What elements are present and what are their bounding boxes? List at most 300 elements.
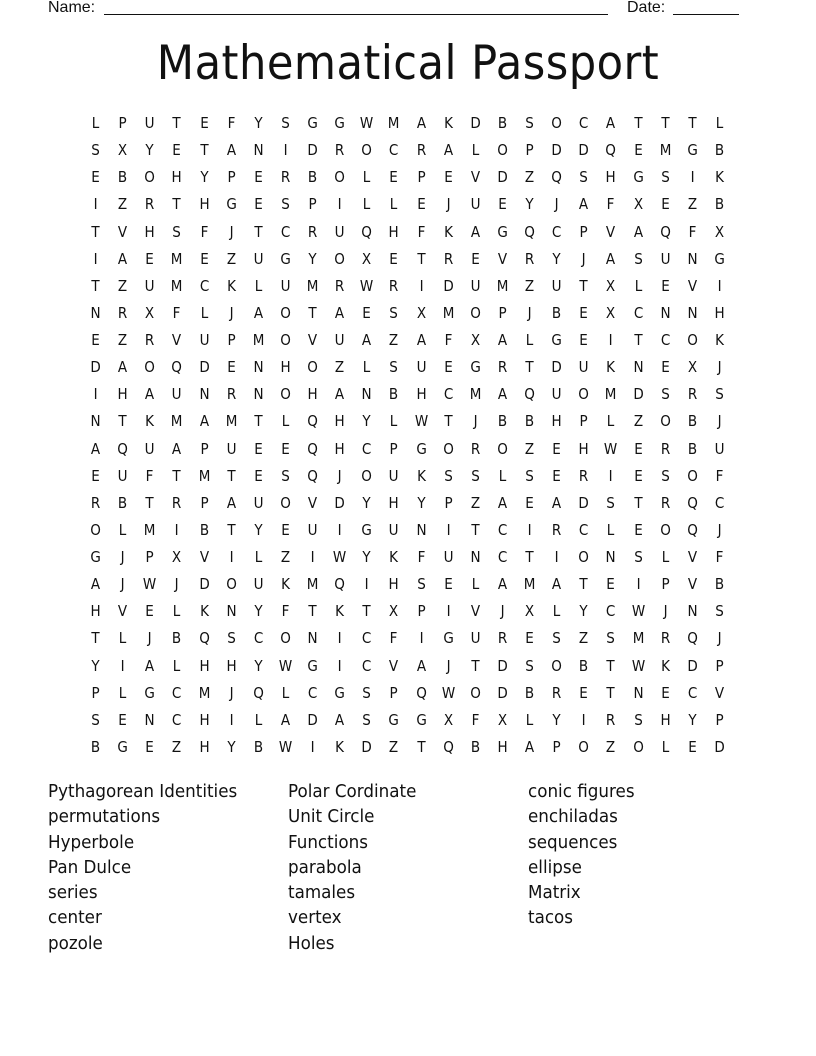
grid-letter[interactable]: I [229,548,234,566]
grid-letter[interactable]: R [145,195,155,214]
grid-letter[interactable]: E [281,520,290,539]
grid-letter[interactable]: T [525,548,534,566]
grid-letter[interactable]: A [253,303,263,322]
grid-letter[interactable]: Z [633,412,643,431]
grid-letter[interactable]: Y [362,493,371,512]
grid-letter[interactable]: M [143,520,156,539]
grid-letter[interactable]: O [659,412,671,431]
grid-letter[interactable]: C [362,439,372,458]
grid-letter[interactable]: V [470,168,480,187]
grid-letter[interactable]: Y [145,141,154,160]
grid-letter[interactable]: I [310,548,315,566]
grid-letter[interactable]: E [633,466,643,485]
grid-letter[interactable]: L [715,114,724,132]
grid-letter[interactable]: L [254,710,263,729]
grid-letter[interactable]: L [254,276,263,295]
grid-letter[interactable]: H [307,385,318,404]
grid-letter[interactable]: P [416,168,426,187]
grid-letter[interactable]: D [578,141,590,160]
grid-letter[interactable]: E [145,602,155,621]
grid-letter[interactable]: N [307,629,318,648]
grid-letter[interactable]: N [633,683,644,702]
grid-letter[interactable]: S [362,683,372,702]
grid-letter[interactable]: F [281,602,290,621]
grid-letter[interactable]: Z [524,276,535,295]
grid-letter[interactable]: L [363,195,371,214]
grid-letter[interactable]: F [200,222,208,241]
grid-letter[interactable]: F [417,548,425,566]
grid-letter[interactable]: V [687,575,697,594]
grid-letter[interactable]: A [606,249,616,268]
grid-letter[interactable]: U [253,575,264,594]
grid-letter[interactable]: T [579,575,588,594]
grid-letter[interactable]: N [361,385,372,404]
grid-letter[interactable]: P [227,331,236,349]
grid-letter[interactable]: L [363,168,371,187]
grid-letter[interactable]: M [659,141,672,160]
grid-letter[interactable]: T [91,629,100,648]
grid-letter[interactable]: Z [524,439,535,458]
grid-letter[interactable]: A [172,439,182,458]
grid-letter[interactable]: O [334,168,346,187]
grid-letter[interactable]: X [172,548,182,566]
grid-letter[interactable]: X [633,195,643,214]
grid-letter[interactable]: N [687,602,698,621]
grid-letter[interactable]: Z [606,737,616,756]
grid-letter[interactable]: T [416,737,426,756]
grid-letter[interactable]: R [226,385,236,404]
grid-letter[interactable]: Z [687,195,697,214]
grid-letter[interactable]: O [334,249,346,268]
grid-letter[interactable]: I [337,656,342,675]
grid-letter[interactable]: B [579,656,589,675]
grid-letter[interactable]: A [633,222,643,241]
grid-letter[interactable]: R [145,331,155,349]
grid-letter[interactable]: D [578,493,590,512]
word-search-grid[interactable] [82,110,733,761]
grid-letter[interactable]: U [334,222,345,241]
grid-letter[interactable]: B [552,303,562,322]
grid-letter[interactable]: C [253,629,264,648]
grid-letter[interactable]: K [443,114,453,132]
grid-letter[interactable]: T [254,412,263,431]
grid-letter[interactable]: Z [280,548,291,566]
grid-letter[interactable]: S [660,385,670,404]
grid-letter[interactable]: E [525,493,534,512]
grid-letter[interactable]: I [608,466,613,485]
grid-letter[interactable]: R [90,493,101,512]
grid-letter[interactable]: E [416,195,426,214]
grid-letter[interactable]: C [660,331,670,349]
grid-letter[interactable]: F [227,114,236,132]
grid-letter[interactable]: T [91,222,100,241]
grid-letter[interactable]: A [552,575,562,594]
grid-letter[interactable]: P [444,493,453,512]
grid-letter[interactable]: E [498,195,507,214]
grid-letter[interactable]: M [496,276,509,295]
grid-letter[interactable]: N [687,303,698,322]
grid-letter[interactable]: C [307,683,318,702]
grid-letter[interactable]: P [227,168,236,187]
grid-letter[interactable]: O [551,114,563,132]
grid-letter[interactable]: E [443,575,453,594]
grid-letter[interactable]: K [145,412,155,431]
grid-letter[interactable]: O [469,683,481,702]
grid-letter[interactable]: J [120,575,125,594]
grid-letter[interactable]: R [389,276,399,295]
grid-letter[interactable]: E [254,466,263,485]
grid-letter[interactable]: O [497,439,508,458]
grid-letter[interactable]: S [416,575,426,594]
grid-letter[interactable]: B [389,385,399,404]
grid-letter[interactable]: W [631,602,645,621]
grid-letter[interactable]: B [714,195,725,214]
grid-letter[interactable]: H [497,737,508,756]
grid-letter[interactable]: O [497,141,508,160]
grid-letter[interactable]: R [579,466,589,485]
grid-letter[interactable]: E [91,466,100,485]
grid-letter[interactable]: O [469,303,481,322]
grid-letter[interactable]: S [362,710,372,729]
grid-letter[interactable]: K [660,656,670,675]
grid-letter[interactable]: S [633,249,643,268]
grid-letter[interactable]: S [281,114,290,132]
grid-letter[interactable]: L [173,602,181,621]
grid-letter[interactable]: H [415,385,427,404]
grid-letter[interactable]: X [470,331,480,349]
grid-letter[interactable]: L [390,195,398,214]
grid-letter[interactable]: A [335,710,345,729]
grid-letter[interactable]: K [443,222,453,241]
grid-letter[interactable]: M [469,385,482,404]
grid-letter[interactable]: E [525,629,534,648]
grid-letter[interactable]: G [361,520,373,539]
grid-letter[interactable]: Q [361,222,373,241]
grid-letter[interactable]: F [607,195,615,214]
grid-letter[interactable]: O [280,303,291,322]
grid-letter[interactable]: T [471,656,480,675]
grid-letter[interactable]: H [198,737,210,756]
grid-letter[interactable]: D [307,141,318,160]
grid-letter[interactable]: O [686,466,698,485]
grid-letter[interactable]: Y [199,168,209,187]
grid-letter[interactable]: I [283,141,288,160]
grid-letter[interactable]: Y [254,114,263,132]
grid-letter[interactable]: Z [335,358,345,377]
grid-letter[interactable]: I [419,276,424,295]
grid-letter[interactable]: E [633,141,643,160]
grid-letter[interactable]: T [606,656,616,675]
grid-letter[interactable]: N [660,303,671,322]
grid-letter[interactable]: B [118,493,128,512]
grid-letter[interactable]: Q [551,168,563,187]
grid-letter[interactable]: R [307,222,318,241]
grid-letter[interactable]: O [361,141,373,160]
grid-letter[interactable]: P [552,737,561,756]
grid-letter[interactable]: T [227,466,236,485]
grid-letter[interactable]: H [388,575,400,594]
grid-letter[interactable]: L [118,520,127,539]
grid-letter[interactable]: B [90,737,101,756]
grid-letter[interactable]: C [606,602,616,621]
grid-letter[interactable]: E [254,439,263,458]
grid-letter[interactable]: T [91,276,100,295]
grid-letter[interactable]: F [715,548,724,566]
grid-letter[interactable]: T [172,195,182,214]
grid-letter[interactable]: A [606,114,616,132]
grid-letter[interactable]: L [634,276,642,295]
grid-letter[interactable]: S [633,548,643,566]
grid-letter[interactable]: R [524,249,535,268]
grid-letter[interactable]: Y [688,710,697,729]
grid-letter[interactable]: Z [172,737,182,756]
grid-letter[interactable]: C [714,493,725,512]
grid-letter[interactable]: D [497,656,508,675]
grid-letter[interactable]: M [171,412,183,431]
grid-letter[interactable]: D [497,168,508,187]
grid-letter[interactable]: R [443,249,453,268]
grid-letter[interactable]: F [145,466,154,485]
grid-letter[interactable]: C [497,520,508,539]
grid-letter[interactable]: G [470,358,481,377]
grid-letter[interactable]: Y [552,710,561,729]
grid-letter[interactable]: S [172,222,182,241]
grid-letter[interactable]: G [334,114,345,132]
grid-letter[interactable]: T [688,114,697,132]
grid-letter[interactable]: S [281,466,290,485]
grid-letter[interactable]: K [199,602,209,621]
grid-letter[interactable]: A [579,195,589,214]
grid-letter[interactable]: Q [117,439,129,458]
grid-letter[interactable]: H [388,493,400,512]
grid-letter[interactable]: X [416,303,426,322]
grid-letter[interactable]: V [172,331,182,349]
grid-letter[interactable]: J [229,303,234,322]
grid-letter[interactable]: R [416,141,426,160]
grid-letter[interactable]: I [446,520,451,539]
grid-letter[interactable]: O [90,520,101,539]
grid-letter[interactable]: A [280,710,291,729]
grid-letter[interactable]: N [470,548,481,566]
grid-letter[interactable]: A [90,575,101,594]
grid-letter[interactable]: A [199,412,209,431]
grid-letter[interactable]: I [93,195,98,214]
grid-letter[interactable]: O [551,656,563,675]
grid-letter[interactable]: L [173,656,181,675]
grid-letter[interactable]: R [470,439,481,458]
grid-letter[interactable]: U [388,520,399,539]
grid-letter[interactable]: W [360,276,374,295]
grid-letter[interactable]: N [633,358,644,377]
grid-letter[interactable]: P [416,602,426,621]
grid-letter[interactable]: X [389,602,399,621]
grid-letter[interactable]: I [337,520,342,539]
grid-letter[interactable]: E [579,303,589,322]
grid-letter[interactable]: G [388,710,400,729]
grid-letter[interactable]: E [91,168,100,187]
grid-letter[interactable]: P [661,575,670,594]
grid-letter[interactable]: E [118,710,127,729]
grid-letter[interactable]: L [281,412,290,431]
grid-letter[interactable]: M [198,466,210,485]
grid-letter[interactable]: O [144,168,156,187]
grid-letter[interactable]: Z [226,249,236,268]
grid-letter[interactable]: B [524,412,535,431]
grid-letter[interactable]: N [253,141,264,160]
grid-letter[interactable]: S [525,466,534,485]
grid-letter[interactable]: T [579,276,588,295]
grid-letter[interactable]: V [199,548,209,566]
grid-letter[interactable]: H [578,439,589,458]
grid-letter[interactable]: O [225,575,237,594]
grid-letter[interactable]: D [90,358,101,377]
grid-letter[interactable]: L [200,303,208,322]
grid-letter[interactable]: P [389,439,399,458]
grid-letter[interactable]: J [337,466,342,485]
grid-letter[interactable]: Q [442,737,454,756]
grid-letter[interactable]: B [714,141,725,160]
grid-letter[interactable]: J [554,195,559,214]
grid-letter[interactable]: V [606,222,616,241]
grid-letter[interactable]: L [471,575,480,594]
grid-letter[interactable]: M [225,412,238,431]
grid-letter[interactable]: N [687,249,698,268]
grid-letter[interactable]: O [578,548,590,566]
grid-letter[interactable]: H [226,656,237,675]
grid-letter[interactable]: Z [524,168,535,187]
grid-letter[interactable]: J [717,520,722,539]
grid-letter[interactable]: P [498,303,507,322]
grid-letter[interactable]: X [145,303,155,322]
grid-letter[interactable]: L [661,548,669,566]
grid-letter[interactable]: P [91,683,100,702]
grid-letter[interactable]: K [226,276,236,295]
grid-letter[interactable]: G [307,656,318,675]
grid-letter[interactable]: W [414,412,428,431]
grid-letter[interactable]: E [633,520,643,539]
grid-letter[interactable]: I [690,168,695,187]
grid-letter[interactable]: U [334,331,345,349]
grid-letter[interactable]: B [199,520,209,539]
grid-letter[interactable]: O [632,737,644,756]
grid-letter[interactable]: G [280,249,291,268]
grid-letter[interactable]: G [90,548,101,566]
grid-letter[interactable]: S [606,629,616,648]
grid-letter[interactable]: E [389,168,399,187]
grid-letter[interactable]: I [93,249,98,268]
grid-letter[interactable]: E [633,439,643,458]
grid-letter[interactable]: E [443,168,453,187]
grid-letter[interactable]: E [281,439,290,458]
grid-letter[interactable]: J [446,195,451,214]
grid-letter[interactable]: R [606,710,616,729]
grid-letter[interactable]: R [687,385,698,404]
grid-letter[interactable]: U [280,276,291,295]
grid-letter[interactable]: A [497,493,508,512]
grid-letter[interactable]: X [606,303,616,322]
grid-letter[interactable]: D [551,358,562,377]
grid-letter[interactable]: L [118,683,127,702]
grid-letter[interactable]: F [417,222,425,241]
grid-letter[interactable]: I [636,575,641,594]
grid-letter[interactable]: J [229,683,234,702]
grid-letter[interactable]: R [660,493,670,512]
grid-letter[interactable]: V [118,222,128,241]
grid-letter[interactable]: A [362,331,372,349]
grid-letter[interactable]: E [688,737,697,756]
grid-letter[interactable]: Q [524,385,535,404]
grid-letter[interactable]: F [444,331,453,349]
grid-letter[interactable]: Z [118,195,128,214]
grid-letter[interactable]: L [607,412,615,431]
grid-letter[interactable]: W [143,575,157,594]
grid-letter[interactable]: E [226,358,236,377]
grid-letter[interactable]: Y [362,412,371,431]
grid-letter[interactable]: E [660,276,670,295]
grid-letter[interactable]: U [416,358,426,377]
grid-letter[interactable]: U [253,493,264,512]
grid-letter[interactable]: O [578,385,590,404]
grid-letter[interactable]: L [281,683,290,702]
grid-letter[interactable]: J [581,249,586,268]
grid-letter[interactable]: L [254,548,263,566]
grid-letter[interactable]: Q [415,683,427,702]
grid-letter[interactable]: R [117,303,128,322]
grid-letter[interactable]: J [500,602,505,621]
grid-letter[interactable]: T [471,520,480,539]
grid-letter[interactable]: U [551,385,562,404]
grid-letter[interactable]: G [551,331,562,349]
grid-letter[interactable]: Q [686,493,698,512]
grid-letter[interactable]: P [389,683,399,702]
grid-letter[interactable]: U [144,276,155,295]
grid-letter[interactable]: Q [334,575,346,594]
grid-letter[interactable]: J [229,222,234,241]
grid-letter[interactable]: V [307,331,318,349]
grid-letter[interactable]: K [335,602,345,621]
grid-letter[interactable]: Y [525,195,534,214]
grid-letter[interactable]: N [605,548,616,566]
grid-letter[interactable]: Q [659,222,671,241]
grid-letter[interactable]: W [604,439,618,458]
grid-letter[interactable]: H [198,656,210,675]
grid-letter[interactable]: I [527,520,532,539]
grid-letter[interactable]: O [442,439,454,458]
grid-letter[interactable]: R [497,358,508,377]
grid-letter[interactable]: P [145,548,154,566]
grid-letter[interactable]: J [174,575,179,594]
grid-letter[interactable]: E [199,114,209,132]
grid-letter[interactable]: E [552,466,561,485]
grid-letter[interactable]: Z [118,276,128,295]
grid-letter[interactable]: S [471,466,480,485]
grid-letter[interactable]: E [145,737,155,756]
grid-letter[interactable]: C [362,629,372,648]
grid-letter[interactable]: I [419,629,424,648]
grid-letter[interactable]: L [118,629,127,648]
grid-letter[interactable]: W [441,683,455,702]
grid-letter[interactable]: T [308,602,317,621]
grid-letter[interactable]: C [389,141,399,160]
grid-letter[interactable]: Z [389,331,399,349]
grid-letter[interactable]: Q [686,629,698,648]
grid-letter[interactable]: O [280,385,291,404]
grid-letter[interactable]: G [714,249,725,268]
grid-letter[interactable]: Q [252,683,264,702]
grid-letter[interactable]: U [470,276,481,295]
grid-letter[interactable]: E [389,249,399,268]
grid-letter[interactable]: E [660,683,670,702]
